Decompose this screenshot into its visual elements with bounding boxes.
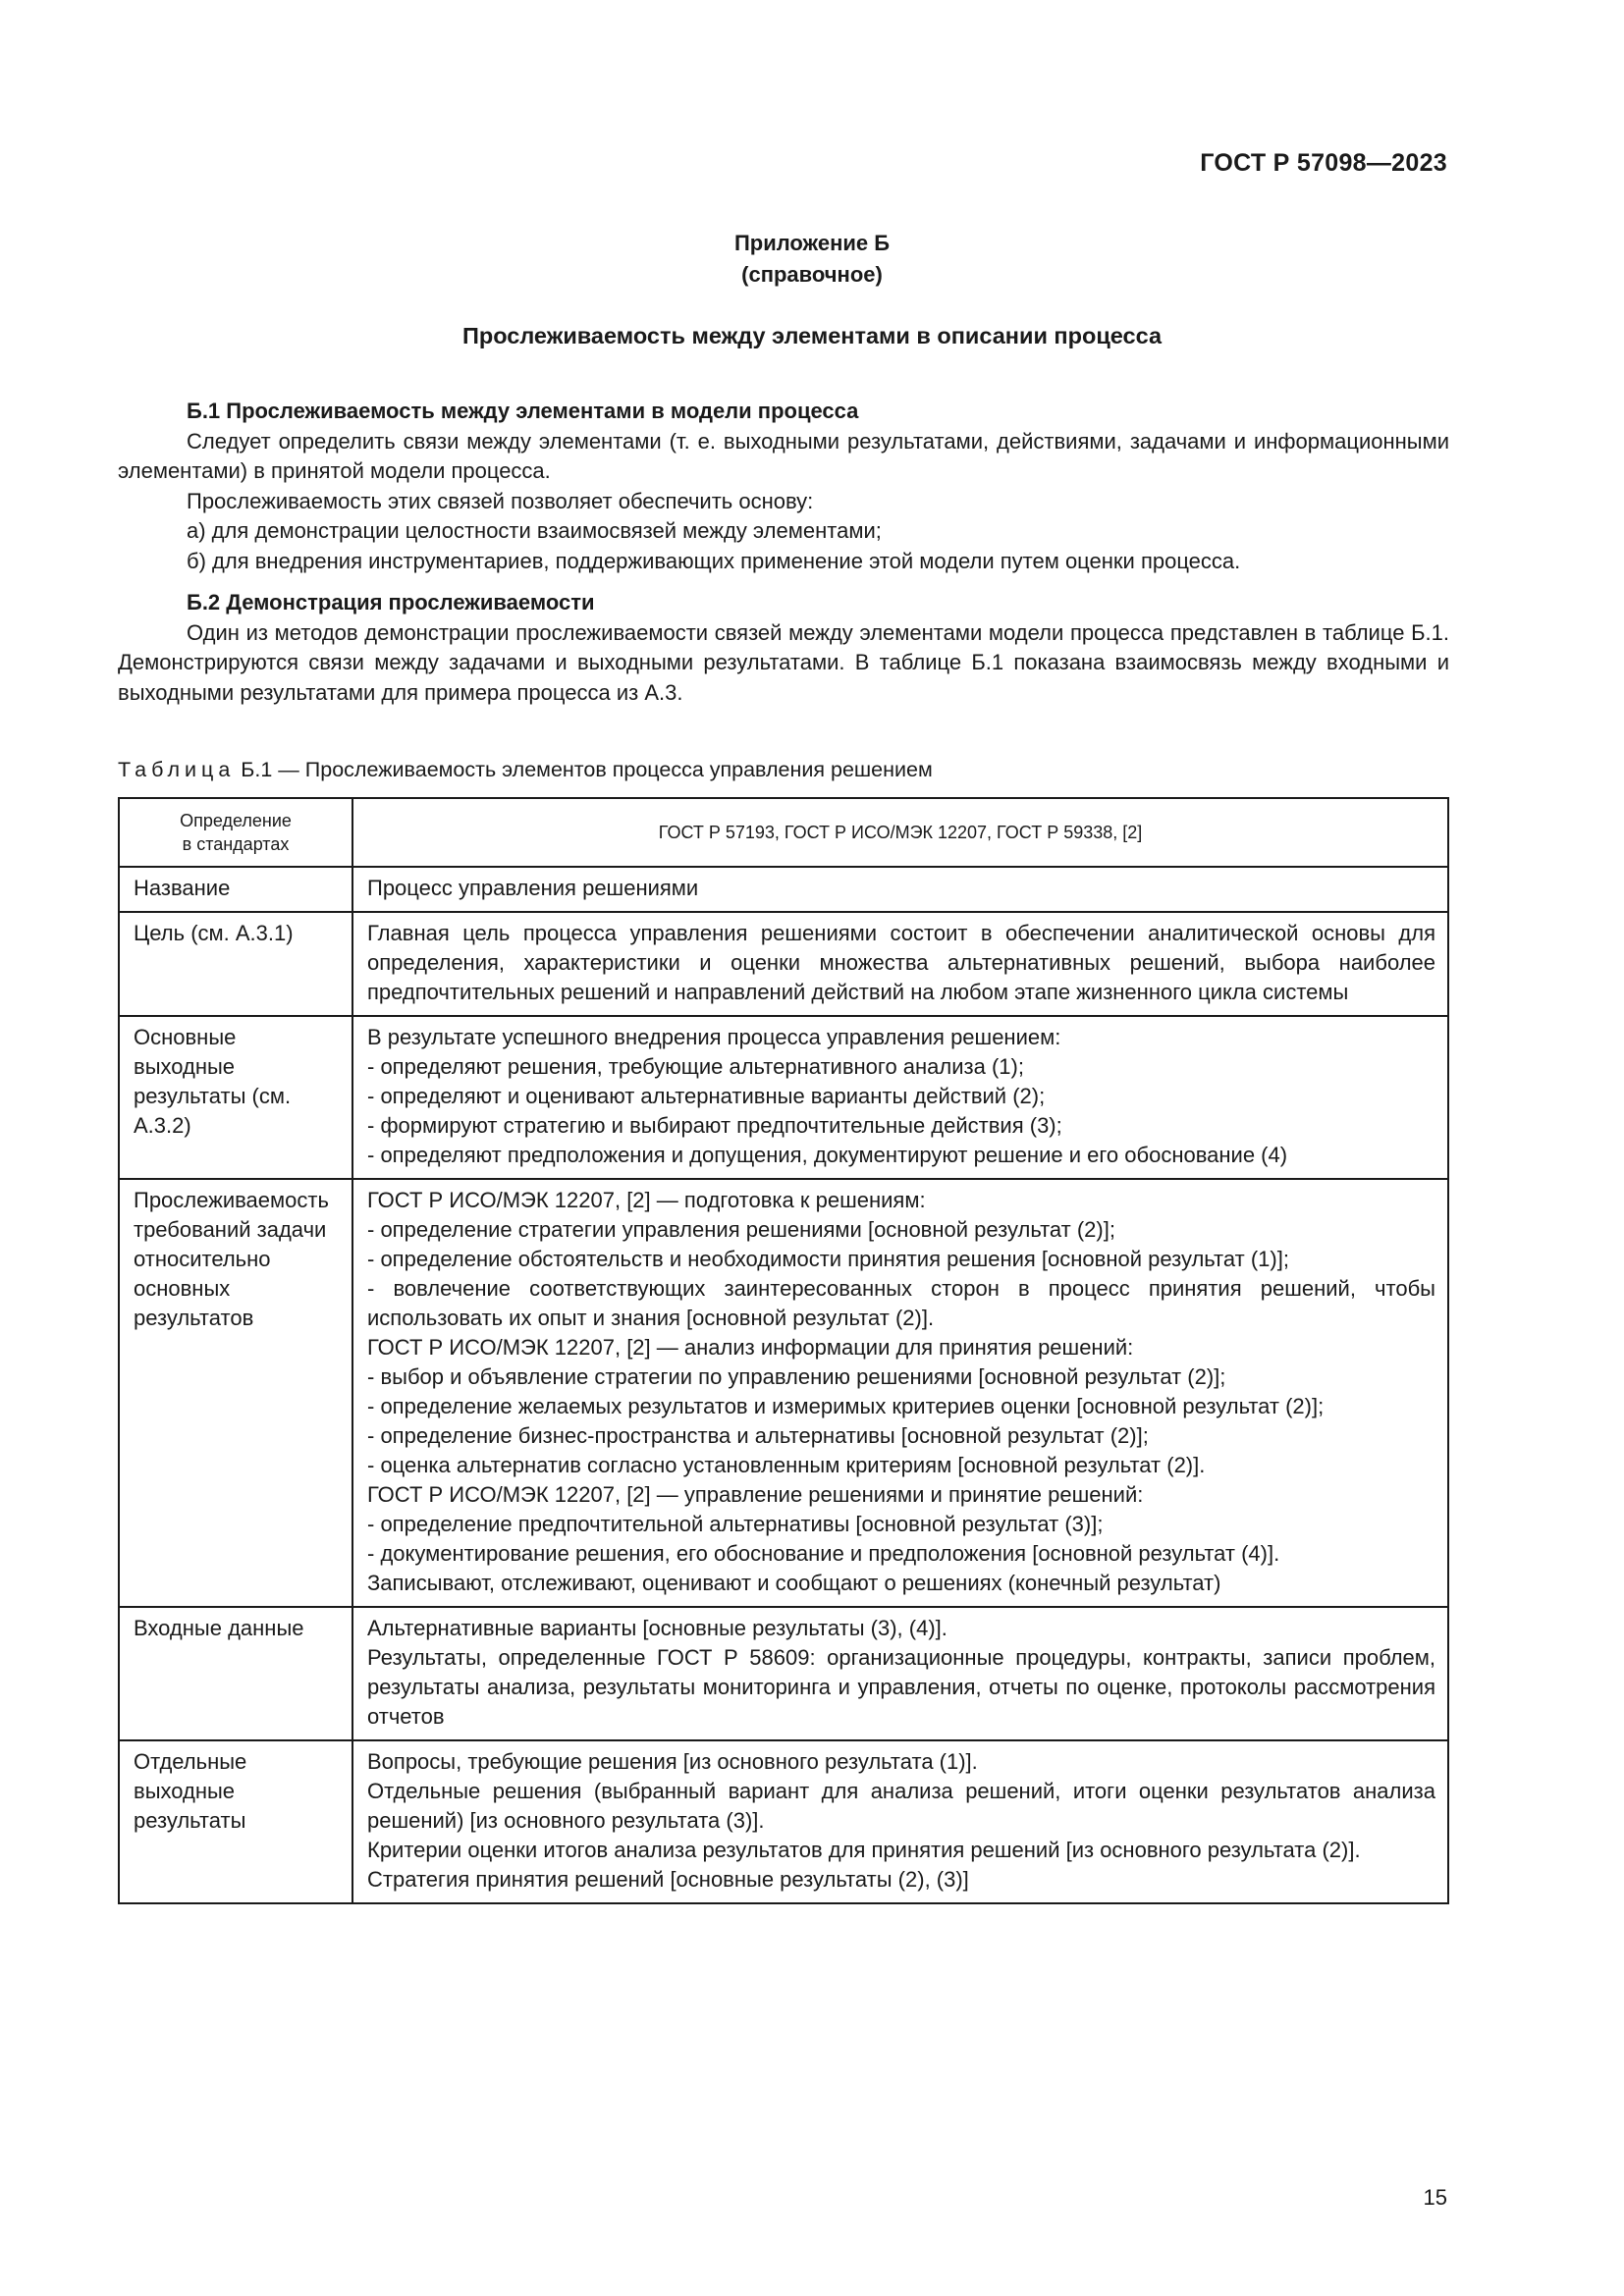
main-title: Прослеживаемость между элементами в описании процесса <box>461 323 1163 348</box>
row-content: ГОСТ Р ИСО/МЭК 12207, [2] — подготовка к решениям: - определение стратегии управления решениями [основной результат (2)]; - определение обстоятельств и необходимости принятия решения [основной результат (1)]; - вовлечение соответствующих заинтересованных сторон в процесс принятия решений, чтобы использовать их опыт и знания [основной результат (2)]. ГОСТ Р ИСО/МЭК 12207, [2] — анализ информации для принятия решений: - выбор и объявление стратегии по управлению решениями [основной результат (2)]; - определение желаемых результатов и измеримых критериев оценки [основной результат (2)]; - определение бизнес-пространства и альтернативы [основной результат (2)]; - оценка альтернатив согласно установленным критериям [основной результат (2)]. ГОСТ Р ИСО/МЭК 12207, [2] — управление решениями и принятие решений: - определение предпочтительной альтернативы [основной результат (3)]; - документирование решения, его обоснование и предположения [основной результат (4)]. Записывают, отслеживают, оценивают и сообщают о решениях (конечный результат) <box>352 1179 1448 1607</box>
table-row <box>119 912 1448 1016</box>
row-label: Основные выходные результаты (см. А.3.2) <box>119 1016 352 1179</box>
row-label: Отдельные выходные результаты <box>119 1740 352 1903</box>
section-2-paragraph-1: Один из методов демонстрации прослеживаемости связей между элементами модели процесса представлен в таблице Б.1. Демонстрируются связи между задачами и выходными результатами. В таблице Б.1 показана взаимосвязь между входными и выходными результатами для примера процесса из А.3. <box>118 619 1449 705</box>
list-item-a: а) для демонстрации целостности взаимосвязей между элементами; <box>187 518 882 543</box>
table-header-row <box>119 798 1448 867</box>
row-label: Цель (см. А.3.1) <box>119 912 352 1016</box>
section-1-paragraph-1: Следует определить связи между элементами (т. е. выходными результатами, действиями, задачами и информационными элементами) в принятой модели процесса. <box>118 428 1449 483</box>
annex-title: Приложение Б <box>733 231 891 255</box>
table-header-cell-definition: Определение в стандартах <box>119 798 352 867</box>
row-content: Процесс управления решениями <box>352 867 1448 912</box>
table-header-cell-standards: ГОСТ Р 57193, ГОСТ Р ИСО/МЭК 12207, ГОСТ Р 59338, [2] <box>352 798 1448 867</box>
table-row <box>119 1179 1448 1607</box>
annex-heading <box>0 228 1624 291</box>
traceability-table <box>118 797 1449 1904</box>
row-content: Вопросы, требующие решения [из основного результата (1)]. Отдельные решения (выбранный вариант для анализа решений, итоги оценки результатов анализа решений) [из основного результата (3)]. Критерии оценки итогов анализа результатов для принятия решений [из основного результата (2)]. Стратегия принятия решений [основные результаты (2), (3)] <box>352 1740 1448 1903</box>
row-content: В результате успешного внедрения процесса управления решением: - определяют решения, требующие альтернативного анализа (1); - определяют и оценивают альтернативные варианты действий (2); - формируют стратегию и выбирают предпочтительные действия (3); - определяют предположения и допущения, документируют решение и его обоснование (4) <box>352 1016 1448 1179</box>
table-row <box>119 1740 1448 1903</box>
document-code: ГОСТ Р 57098—2023 <box>1200 149 1447 177</box>
row-label: Название <box>119 867 352 912</box>
table-row <box>119 1016 1448 1179</box>
page-number: 15 <box>1423 2185 1447 2210</box>
table-body <box>119 867 1448 1903</box>
table-row <box>119 867 1448 912</box>
row-label: Прослеживаемость требований задачи относительно основных результатов <box>119 1179 352 1607</box>
row-content: Альтернативные варианты [основные результаты (3), (4)]. Результаты, определенные ГОСТ Р 58609: организационные процедуры, контракты, записи проблем, результаты анализа, результаты мониторинга и управления, отчеты по оценке, протоколы рассмотрения отчетов <box>352 1607 1448 1740</box>
table-caption <box>118 758 933 782</box>
table-row <box>119 1607 1448 1740</box>
list-item-b: б) для внедрения инструментариев, поддерживающих применение этой модели путем оценки процесса. <box>187 548 1241 573</box>
row-label: Входные данные <box>119 1607 352 1740</box>
row-content: Главная цель процесса управления решениями состоит в обеспечении аналитической основы для определения, характеристики и оценки множества альтернативных решений, выбора наиболее предпочтительных решений и направлений действий на любом этапе жизненного цикла системы <box>352 912 1448 1016</box>
section-2-heading: Б.2 Демонстрация прослеживаемости <box>187 590 595 614</box>
body-text <box>118 397 1449 708</box>
table-caption-label: Таблица <box>118 758 236 781</box>
section-1-paragraph-2: Прослеживаемость этих связей позволяет обеспечить основу: <box>187 488 814 513</box>
table-caption-text: Б.1 — Прослеживаемость элементов процесса управления решением <box>241 758 933 781</box>
section-1-heading: Б.1 Прослеживаемость между элементами в модели процесса <box>187 399 859 423</box>
annex-subtitle: (справочное) <box>741 262 883 287</box>
